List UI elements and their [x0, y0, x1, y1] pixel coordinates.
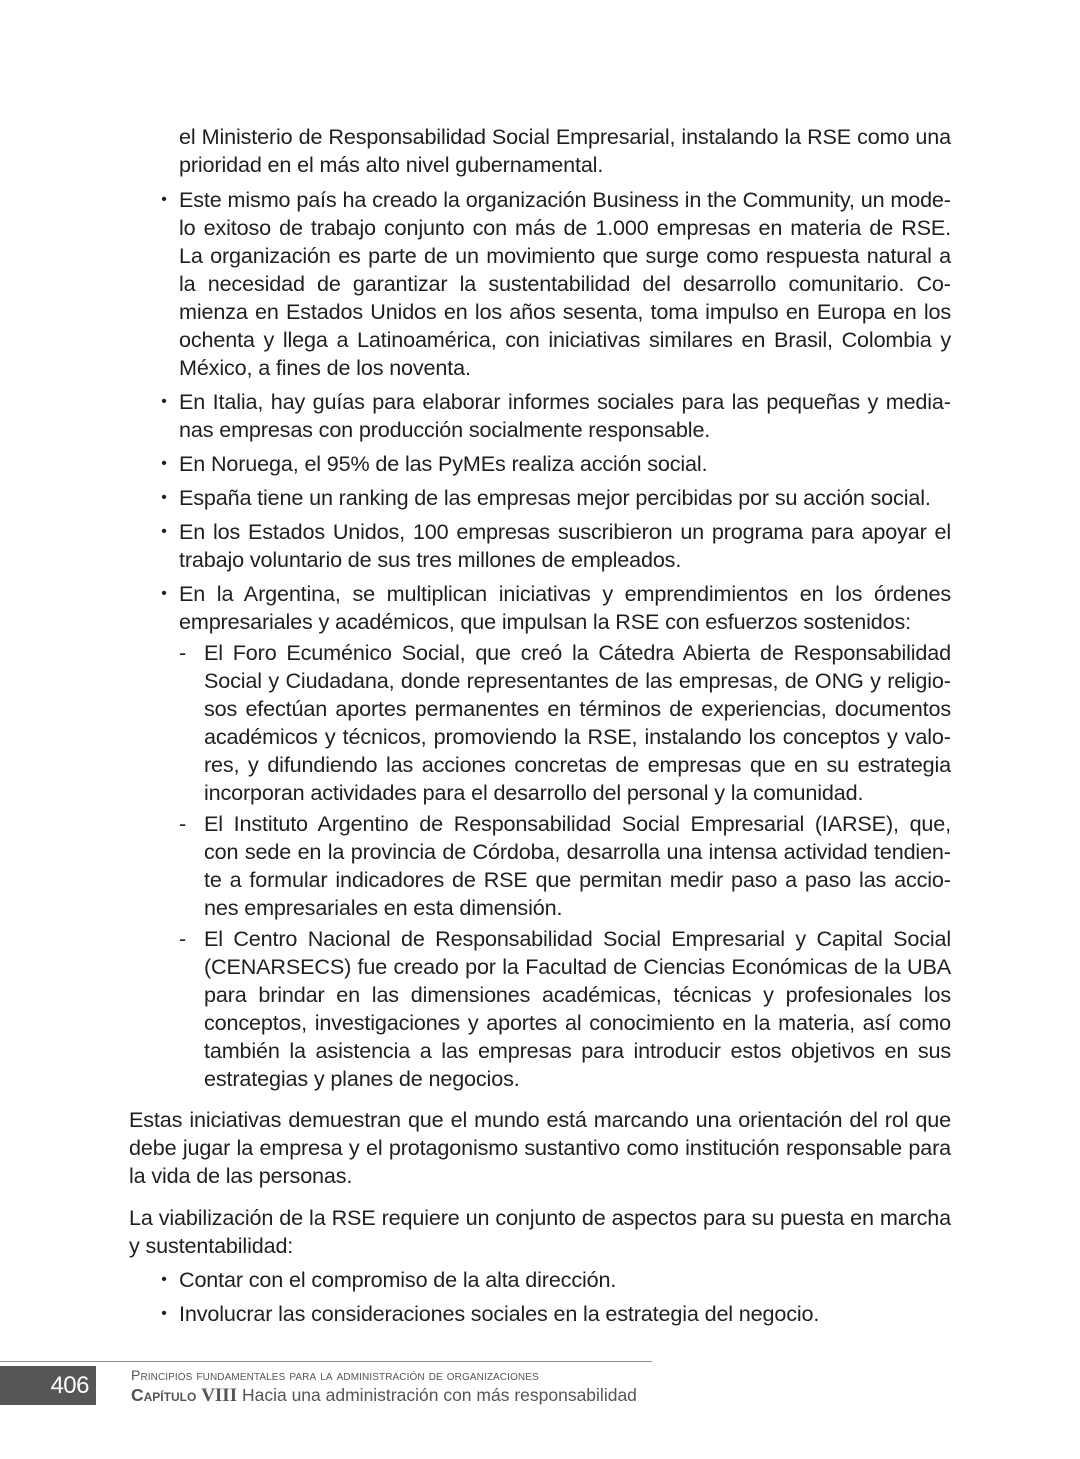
sublist-item-text: El Centro Nacional de Responsabilidad Social Empresarial y Capital Social (CENARSECS) fue creado por la Facultad de Ciencias Económicas de la UBA para brindar en las dimensiones académicas, técnicas y profesionales los conceptos, investigaciones y aportes al conocimiento en la materia, así como también la asistencia a las empresas para introducir estos objetivos en sus estrategias y planes de negocios.	[204, 926, 951, 1091]
list-item-text: Contar con el compromiso de la alta dirección.	[179, 1267, 617, 1292]
chapter-label: Capítulo	[131, 1385, 197, 1405]
list-item-espana	[161, 484, 951, 512]
bullet-icon: •	[161, 585, 167, 602]
chapter-number: VIII	[201, 1385, 238, 1406]
book-title: Principios fundamentales para la administración de organizaciones	[131, 1367, 539, 1383]
chapter-title: Hacia una administración con más responsabilidad	[241, 1385, 637, 1405]
sublist-item-cenarsecs	[179, 925, 951, 1093]
footer-divider	[0, 1361, 652, 1362]
sublist-item-foro-ecumenico	[179, 639, 951, 807]
rse-requirements-list	[129, 1266, 951, 1328]
list-item-estados-unidos	[161, 518, 951, 574]
list-item-text: Este mismo país ha creado la organización Business in the Community, un modelo exitoso de trabajo conjunto con más de 1.000 empresas en materia de RSE. La organización es parte de un movimiento que surge como respuesta natural a la necesidad de garantizar la sustentabilidad del desarrollo comunitario. Comienza en Estados Unidos en los años sesenta, toma impulso en Europa en los ochenta y llega a Latinoamérica, con iniciativas similares en Brasil, Colombia y México, a fines de los noventa.	[179, 187, 951, 380]
page-number: 406	[0, 1366, 96, 1405]
paragraph-initiatives-conclusion: Estas iniciativas demuestran que el mundo está marcando una orientación del rol que debe jugar la empresa y el protagonismo sustantivo como institución responsable para la vida de las personas.	[129, 1107, 951, 1188]
list-item-text: En Noruega, el 95% de las PyMEs realiza acción social.	[179, 451, 708, 476]
dash-icon: -	[179, 811, 187, 836]
bullet-icon: •	[161, 191, 167, 208]
list-item-argentina	[161, 580, 951, 1093]
list-item-noruega	[161, 450, 951, 478]
bullet-icon: •	[161, 523, 167, 540]
dash-icon: -	[179, 926, 187, 951]
chapter-line	[131, 1384, 637, 1407]
dash-icon: -	[179, 640, 187, 665]
sublist-item-text: El Foro Ecuménico Social, que creó la Cátedra Abierta de Responsabilidad Social y Ciudadana, donde representantes de las empresas, de ONG y religiosos efectúan aportes permanentes en términos de experiencias, documentos académicos y técnicos, promoviendo la RSE, instalando los conceptos y valores, y difundiendo las acciones concretas de empresas que en su estrategia incorporan actividades para el desarrollo del personal y la comunidad.	[204, 640, 951, 805]
bullet-icon: •	[161, 1271, 167, 1288]
list-item-text: España tiene un ranking de las empresas mejor percibidas por su acción social.	[179, 485, 931, 510]
list-item-italia	[161, 388, 951, 444]
list-item-text: En los Estados Unidos, 100 empresas suscribieron un programa para apoyar el trabajo voluntario de sus tres millones de empleados.	[179, 519, 951, 572]
list-item-compromiso	[161, 1266, 951, 1294]
list-item-consideraciones	[161, 1300, 951, 1328]
bullet-icon: •	[161, 489, 167, 506]
sublist-item-text: El Instituto Argentino de Responsabilidad Social Empresarial (IARSE), que, con sede en la provincia de Córdoba, desarrolla una intensa actividad tendiente a formular indicadores de RSE que permitan medir paso a paso las acciones empresariales en esta dimensión.	[204, 811, 951, 920]
argentina-initiatives-sublist	[179, 639, 951, 1093]
bullet-icon: •	[161, 1305, 167, 1322]
list-item-text: En la Argentina, se multiplican iniciativas y emprendimientos en los órdenes empresariales y académicos, que impulsan la RSE con esfuerzos sostenidos:	[179, 581, 951, 634]
list-item-text: En Italia, hay guías para elaborar informes sociales para las pequeñas y medianas empresas con producción socialmente responsable.	[179, 389, 951, 442]
page-body	[129, 123, 951, 1334]
bullet-icon: •	[161, 393, 167, 410]
sublist-item-iarse	[179, 810, 951, 922]
bullet-icon: •	[161, 455, 167, 472]
paragraph-rse-requirements: La viabilización de la RSE requiere un conjunto de aspectos para su puesta en marcha y sustentabilidad:	[129, 1205, 951, 1258]
running-footer	[131, 1366, 637, 1407]
list-item-business-in-the-community	[161, 186, 951, 382]
continuation-paragraph: el Ministerio de Responsabilidad Social Empresarial, instalando la RSE como una prioridad en el más alto nivel gubernamental.	[179, 124, 951, 177]
country-initiatives-list	[129, 186, 951, 1093]
list-item-text: Involucrar las consideraciones sociales en la estrategia del negocio.	[179, 1301, 820, 1326]
